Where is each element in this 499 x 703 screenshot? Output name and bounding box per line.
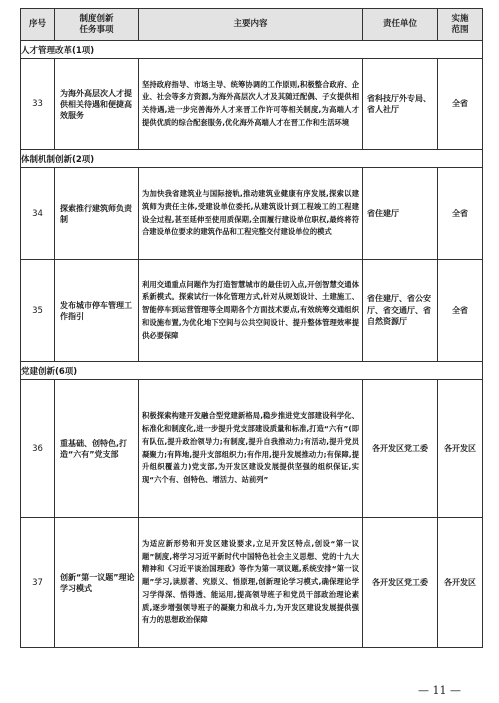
section-row: [21, 362, 483, 380]
header-unit: 责任单位: [363, 9, 438, 41]
row-item: 发布城市停车管理工作指引: [55, 260, 139, 362]
row-unit: 省住建厅: [363, 168, 438, 260]
header-no: 序号: [21, 9, 55, 41]
row-number: 35: [21, 260, 55, 362]
section-title: 人才管理改革(1项): [21, 41, 483, 59]
row-number: 33: [21, 59, 55, 150]
row-unit: 各开发区党工委: [363, 518, 438, 648]
page-number: — 11 —: [418, 684, 461, 697]
section-title: 党建创新(6项): [21, 362, 483, 380]
section-row: [21, 150, 483, 168]
row-content: 为适应新形势和开发区建设要求,立足开发区特点,创设“第一议题”制度,将学习习近平新时代中国特色社会主义思想、党的十九大精神和《习近平谈治国理政》等作为第一项议题,系统安排“第一议题”学习,读原著、究原义、悟原理,创新理论学习模式,确保理论学习学得深、悟得透、能运用,提高领导班子和党员干部政治理论素质,逐步增强领导班子的凝聚力和战斗力,为开发区建设发展提供强有力的思想政治保障: [139, 518, 363, 648]
row-item: 为海外高层次人才提供相关待遇和便捷高效服务: [55, 59, 139, 150]
row-item: 重基础、创特色,打造“六有”党支部: [55, 380, 139, 518]
header-item: 制度创新 任务事项: [55, 9, 139, 41]
row-unit: 省住建厅、省公安厅、省交通厅、省自然资源厅: [363, 260, 438, 362]
row-content: 为加快我省建筑业与国际接轨,推动建筑业健康有序发展,探索以建筑师为责任主体,受建设单位委托,从建筑设计到工程竣工的工程建设全过程,甚至延伸至使用质保期,全面履行建设单位职权,最终将符合建设单位要求的建筑作品和工程完整交付建设单位的模式: [139, 168, 363, 260]
row-scope: 全省: [438, 168, 483, 260]
row-unit: 各开发区党工委: [363, 380, 438, 518]
table-row: [21, 380, 483, 518]
table-row: [21, 59, 483, 150]
header-scope: 实施 范围: [438, 9, 483, 41]
row-scope: 全省: [438, 260, 483, 362]
table-row: [21, 168, 483, 260]
row-unit: 省科技厅外专局、省人社厅: [363, 59, 438, 150]
row-scope: 全省: [438, 59, 483, 150]
section-row: [21, 41, 483, 59]
header-content: 主要内容: [139, 9, 363, 41]
section-title: 体制机制创新(2项): [21, 150, 483, 168]
table-header-row: [21, 9, 483, 41]
table-row: [21, 260, 483, 362]
row-content: 坚持政府指导、市场主导、统筹协调的工作原则,积极整合政府、企业、社会等多方资源,为海外高层次人才及其随迁配偶、子女提供相关待遇,进一步完善海外人才来晋工作许可等相关制度,为高端人才提供优质的综合配套服务,优化海外高端人才在晋工作和生活环境: [139, 59, 363, 150]
row-number: 36: [21, 380, 55, 518]
row-content: 积极探索构建开发融合型党建新格局,稳步推进党支部建设科学化、标准化和制度化,进一步提升党支部建设质量和标准,打造“六有”(即有队伍,提升政治领导力;有制度,提升自我推动力;有活动,提升党员凝聚力;有阵地,提升支部组织力;有作用,提升发展推动力;有保障,提升组织覆盖力)党支部,为开发区建设发展提供坚强的组织保证,实现“六个有、创特色、增活力、站前列”: [139, 380, 363, 518]
row-number: 34: [21, 168, 55, 260]
row-content: 利用交通重点问题作为打造智慧城市的最佳切入点,开创智慧交通体系新模式。探索试行一体化管理方式,针对从规划设计、土建施工、智能停车到运营管理等全周期各个方面技术要点,有效统筹交通组织和设施布置,为优化地下空间与公共空间设计、提升整体管理效率提供必要保障: [139, 260, 363, 362]
row-item: 探索推行建筑师负责制: [55, 168, 139, 260]
row-scope: 各开发区: [438, 380, 483, 518]
row-item: 创新“第一议题”理论学习模式: [55, 518, 139, 648]
row-scope: 各开发区: [438, 518, 483, 648]
table-row: [21, 518, 483, 648]
innovation-tasks-table: [20, 8, 483, 648]
row-number: 37: [21, 518, 55, 648]
